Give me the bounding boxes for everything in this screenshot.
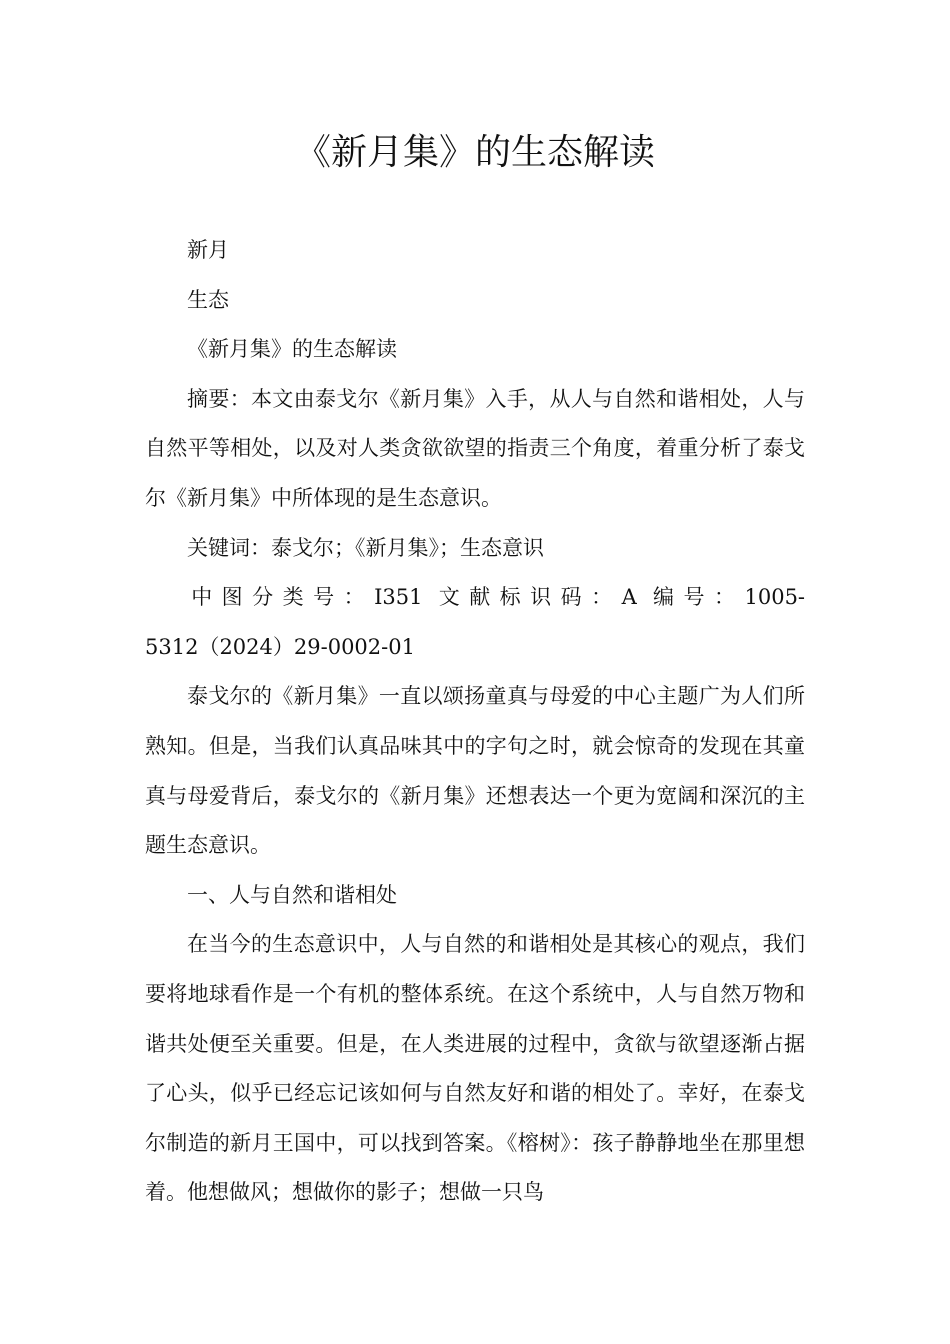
doc-value: A	[621, 585, 637, 610]
clc-value: I351	[374, 585, 423, 610]
keyword-line: 《新月集》的生态解读	[187, 337, 397, 362]
clc-label: 中图分类号：	[191, 585, 375, 610]
keywords-paragraph: 关键词：泰戈尔；《新月集》；生态意识	[187, 535, 544, 560]
document-body	[145, 226, 805, 1218]
keyword-line: 生态	[187, 287, 229, 312]
num-label: 编号：	[653, 585, 745, 610]
doc-label: 文献标识码：	[438, 585, 622, 610]
section-heading: 一、人与自然和谐相处	[187, 882, 397, 907]
abstract-paragraph: 摘要：本文由泰戈尔《新月集》入手，从人与自然和谐相处，人与自然平等相处，以及对人类贪欲欲望的指责三个角度，着重分析了泰戈尔《新月集》中所体现的是生态意识。	[145, 386, 805, 510]
document-title: 《新月集》的生态解读	[294, 132, 655, 173]
num-value: 1005-5312（2024）29-0002-01	[145, 585, 806, 659]
body-paragraph: 在当今的生态意识中，人与自然的和谐相处是其核心的观点，我们要将地球看作是一个有机的整体系统。在这个系统中，人与自然万物和谐共处便至关重要。但是，在人类进展的过程中，贪欲与欲望逐渐占据了心头，似乎已经忘记该如何与自然友好和谐的相处了。幸好，在泰戈尔制造的新月王国中，可以找到答案。《榕树》：孩子静静地坐在那里想着。他想做风；想做你的影子；想做一只鸟	[145, 932, 805, 1205]
keyword-line: 新月	[187, 238, 229, 262]
classification-line	[145, 573, 805, 672]
intro-paragraph: 泰戈尔的《新月集》一直以颂扬童真与母爱的中心主题广为人们所熟知。但是，当我们认真品味其中的字句之时，就会惊奇的发现在其童真与母爱背后，泰戈尔的《新月集》还想表达一个更为宽阔和深沉的主题生态意识。	[145, 684, 805, 858]
